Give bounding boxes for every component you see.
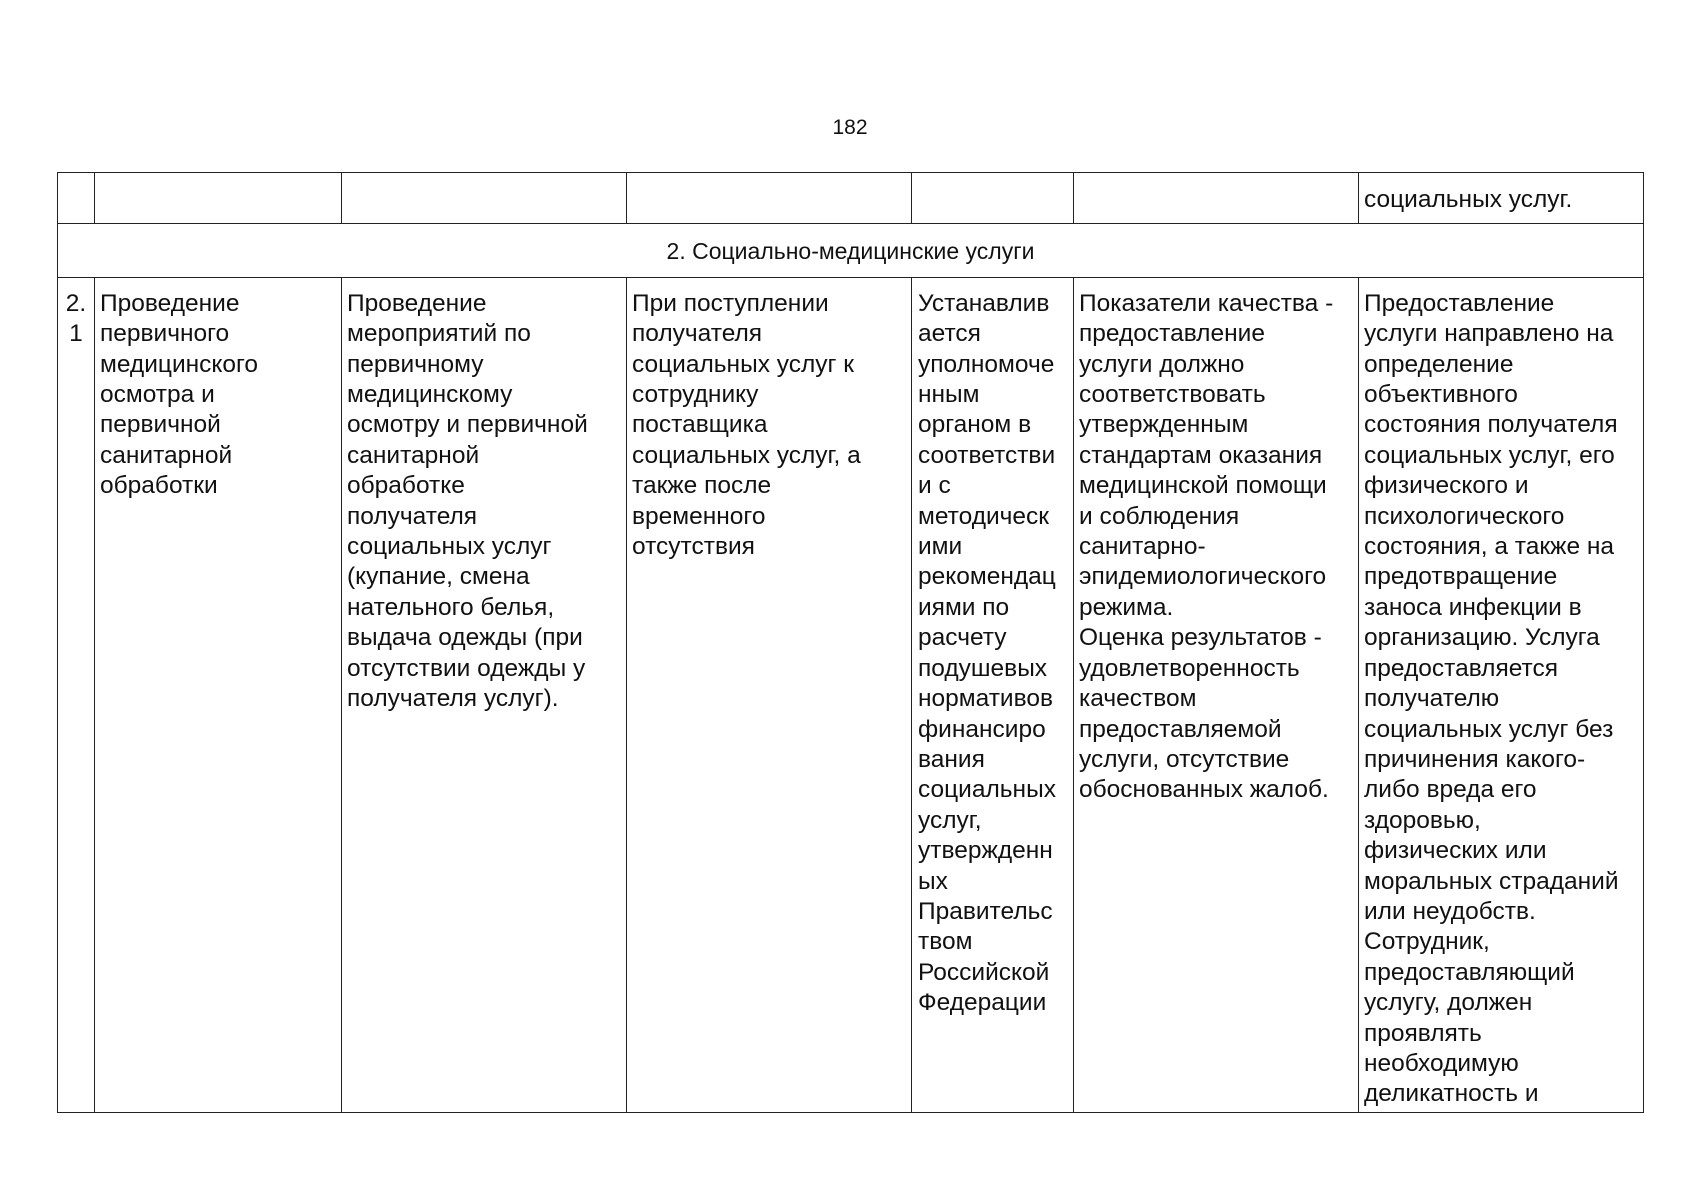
cont-cell-name: [95, 173, 342, 224]
cont-cell-num: [58, 173, 95, 224]
service-name: Проведение первичного медицинского осмотра и первичной санитарной обработки: [95, 277, 342, 1112]
cont-cell-content: [342, 173, 627, 224]
page-number: 182: [832, 116, 868, 139]
section-heading: 2. Социально-медицинские услуги: [58, 224, 1644, 277]
continuation-row: [58, 173, 1644, 224]
row-number: 2. 1: [58, 277, 95, 1112]
cont-cell-conditions: социальных услуг.: [1359, 173, 1644, 224]
cont-cell-timing: [627, 173, 912, 224]
table-row: [58, 277, 1644, 1112]
service-norm: Устанавлив ается уполномоче нным органом в соответстви и с методическ ими рекомендац иями по расчету подушевых нормативов финансиро вания социальных услуг, утвержденн ых Правительс твом Российской Федерации: [912, 277, 1074, 1112]
cont-cell-norm: [912, 173, 1074, 224]
services-table: [57, 172, 1644, 1113]
service-content: Проведение мероприятий по первичному медицинскому осмотру и первичной санитарной обработке получателя социальных услуг (купание, смена нательного белья, выдача одежды (при отсутствии одежды у получателя услуг).: [342, 277, 627, 1112]
cont-cell-quality: [1074, 173, 1359, 224]
service-timing: При поступлении получателя социальных услуг к сотруднику поставщика социальных услуг, а также после временного отсутствия: [627, 277, 912, 1112]
quality-indicators: Показатели качества - предоставление услуги должно соответствовать утвержденным стандартам оказания медицинской помощи и соблюдения санитарно- эпидемиологического режима. Оценка результатов - удовлетворенность качеством предоставляемой услуги, отсутствие обоснованных жалоб.: [1074, 277, 1359, 1112]
section-heading-row: [58, 224, 1644, 277]
service-conditions: Предоставление услуги направлено на определение объективного состояния получателя социальных услуг, его физического и психологического состояния, а также на предотвращение заноса инфекции в организацию. Услуга предоставляется получателю социальных услуг без причинения какого- либо вреда его здоровью, физических или моральных страданий или неудобств. Сотрудник, предоставляющий услугу, должен проявлять необходимую деликатность и: [1359, 277, 1644, 1112]
